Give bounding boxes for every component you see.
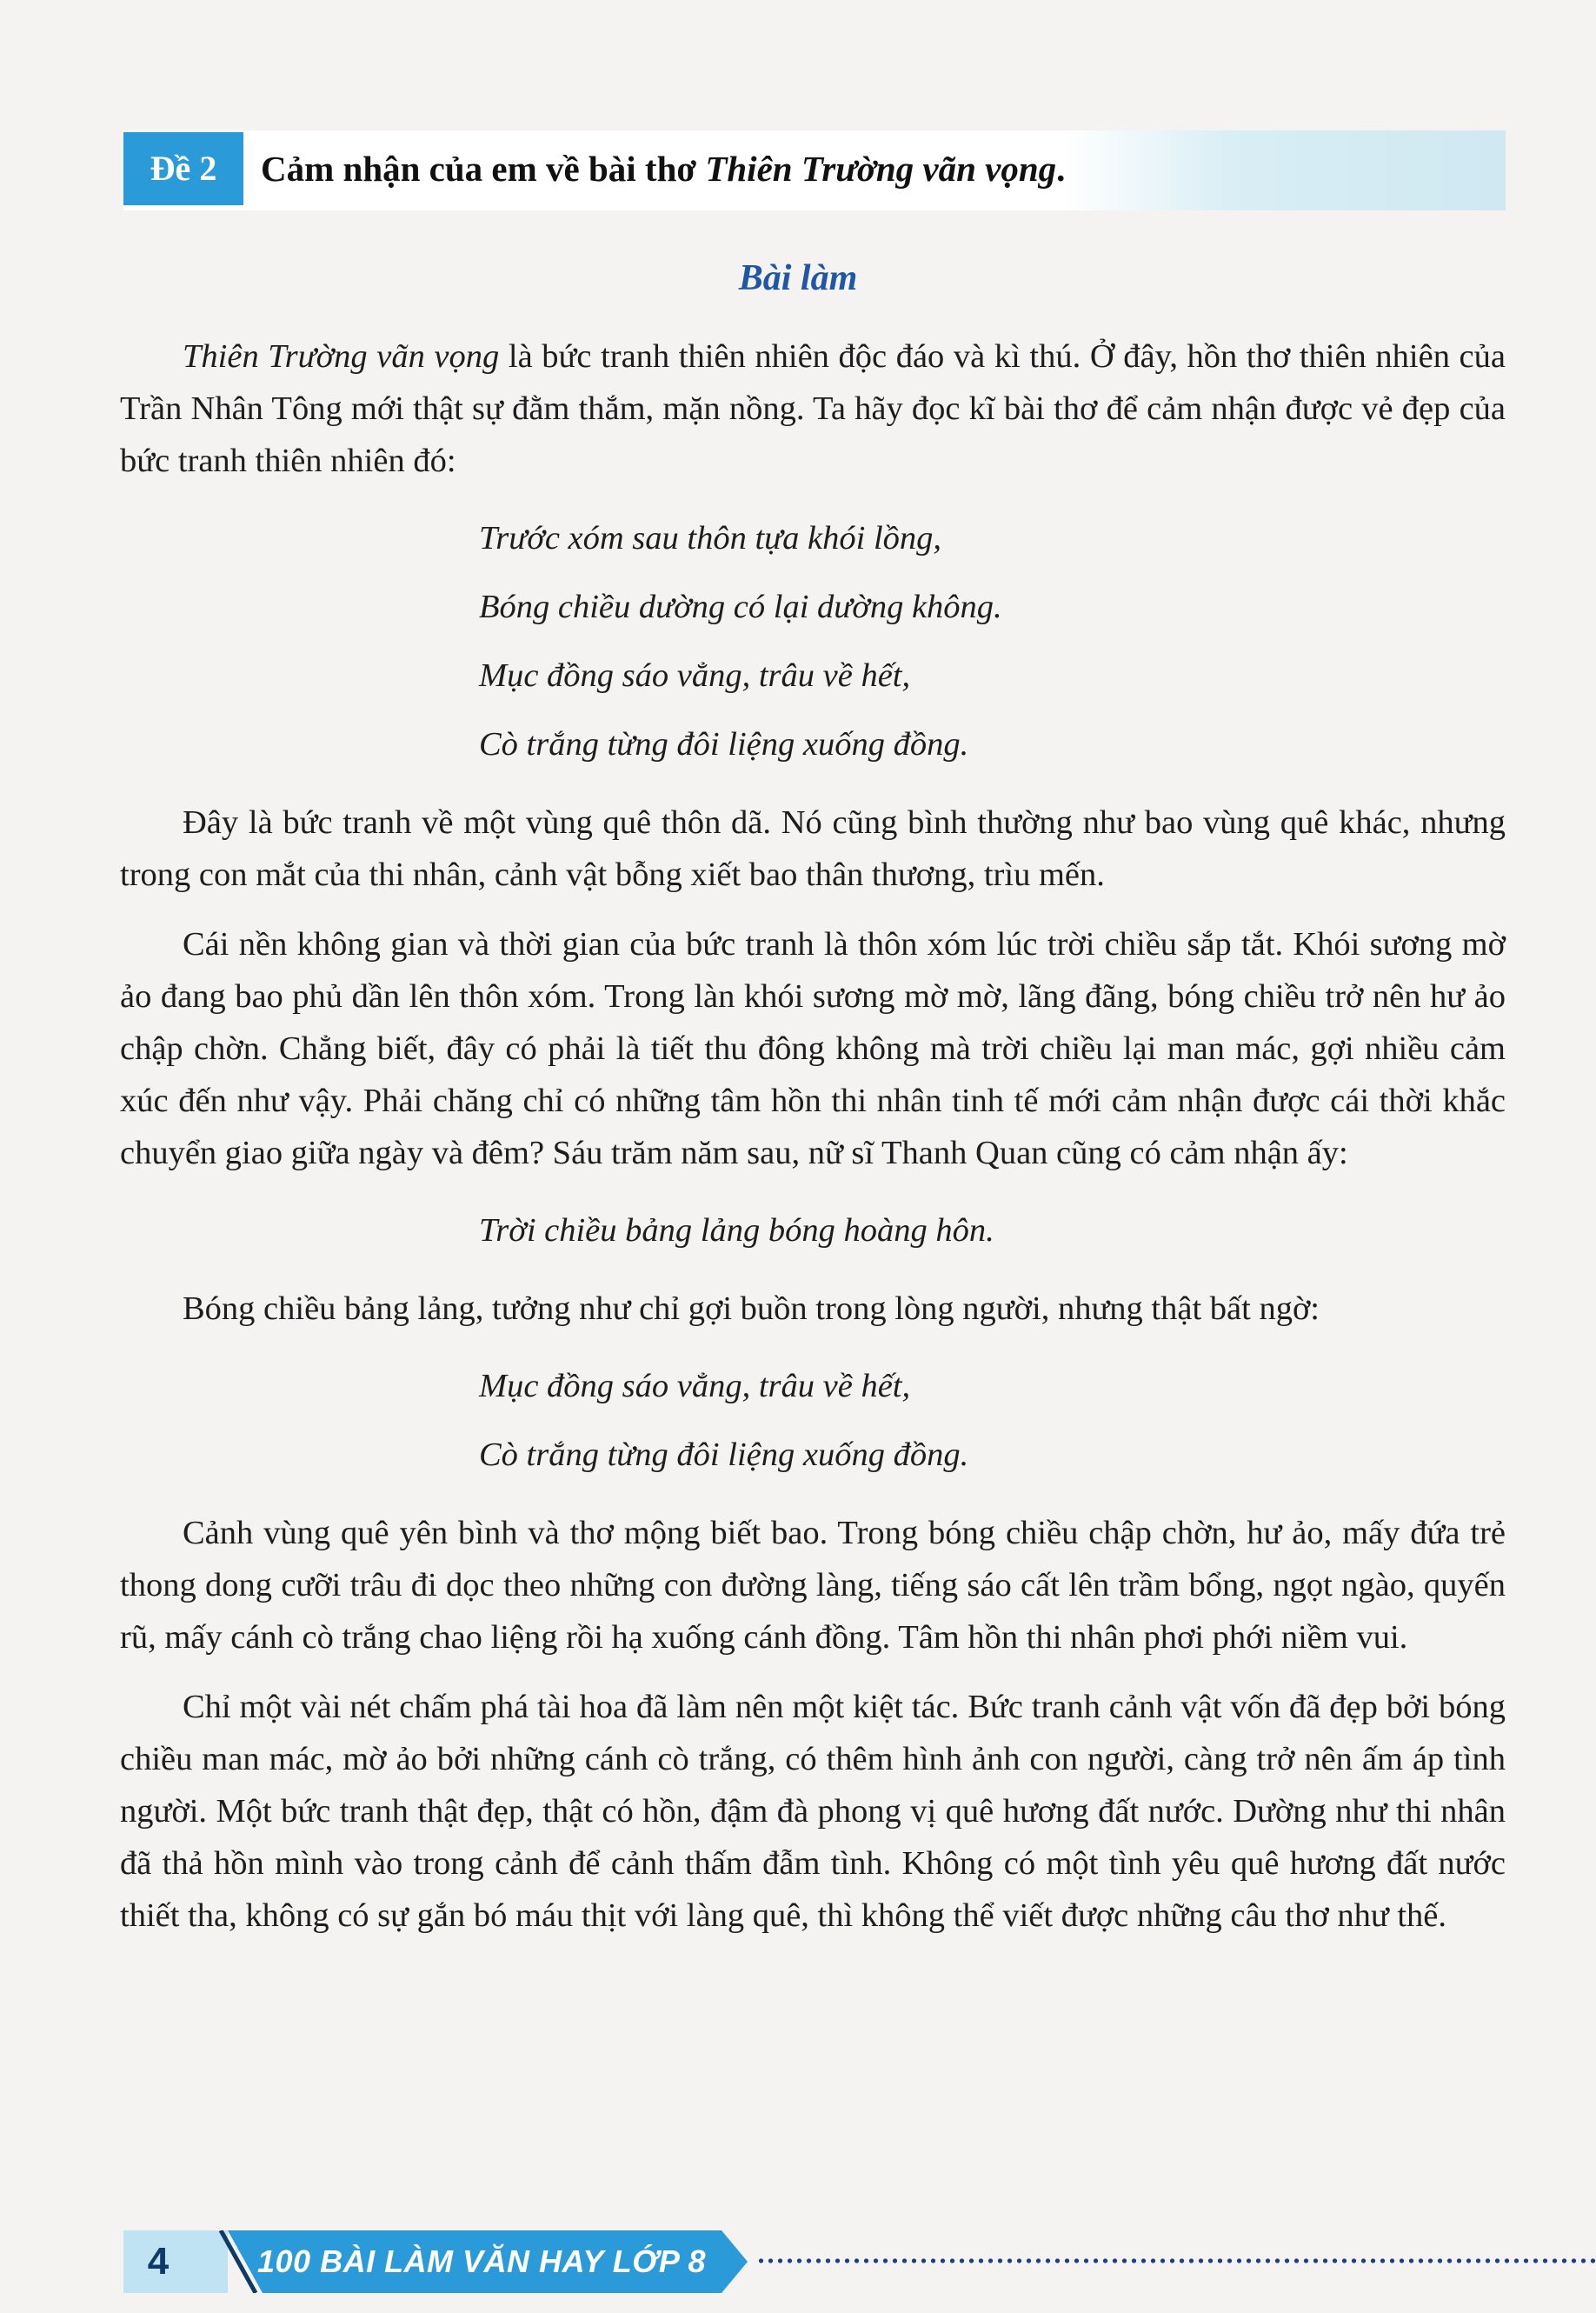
title-prefix: Cảm nhận của em về bài thơ	[261, 149, 706, 189]
intro-italic: Thiên Trường vãn vọng	[183, 338, 500, 375]
poem-line: Bóng chiều dường có lại dường không.	[479, 589, 1002, 625]
page-number: 4	[147, 2240, 170, 2283]
paragraph-2: Cái nền không gian và thời gian của bức tranh là thôn xóm lúc trời chiều sắp tắt. Khói sương mờ ảo đang bao phủ dần lên thôn xóm. Trong làn khói sương mờ mờ, lãng đãng, bóng chiều trở nên hư ảo chập chờn. Chẳng biết, đây có phải là tiết thu đông không mà trời chiều lại man mác, gợi nhiều cảm xúc đến như vậy. Phải chăng chỉ có những tâm hồn thi nhân tinh tế mới cảm nhận được cái thời khắc chuyển giao giữa ngày và đêm? Sáu trăm năm sau, nữ sĩ Thanh Quan cũng có cảm nhận ấy:	[120, 926, 1506, 1171]
poem-line: Mục đồng sáo vẳng, trâu về hết,	[479, 657, 911, 694]
dotted-rule	[756, 2256, 1596, 2265]
exercise-label: Đề 2	[123, 132, 243, 205]
quote-line: Trời chiều bảng lảng bóng hoàng hôn.	[479, 1212, 994, 1249]
quote-1	[120, 1196, 1506, 1265]
intro-rest: là bức tranh thiên nhiên độc đáo và kì thú. Ở đây, hồn thơ thiên nhiên của Trần Nhân Tông mới thật sự đằm thắm, mặn nồng. Ta hãy đọc kĩ bài thơ để cảm nhận được vẻ đẹp của bức tranh thiên nhiên đó:	[120, 338, 1506, 479]
title-suffix: .	[1056, 149, 1066, 189]
paragraph-3: Bóng chiều bảng lảng, tưởng như chỉ gợi buồn trong lòng người, nhưng thật bất ngờ:	[183, 1290, 1320, 1327]
title-italic: Thiên Trường vãn vọng	[705, 149, 1057, 189]
essay-body	[120, 330, 1506, 1959]
poem-line: Trước xóm sau thôn tựa khói lồng,	[479, 520, 942, 557]
quote-line: Mục đồng sáo vẳng, trâu về hết,	[479, 1368, 911, 1404]
quote-line: Cò trắng từng đôi liệng xuống đồng.	[479, 1436, 969, 1473]
section-heading: Bài làm	[738, 258, 858, 298]
poem-line: Cò trắng từng đôi liệng xuống đồng.	[479, 726, 969, 763]
paragraph-4: Cảnh vùng quê yên bình và thơ mộng biết bao. Trong bóng chiều chập chờn, hư ảo, mấy đứa trẻ thong dong cưỡi trâu đi dọc theo những con đường làng, tiếng sáo cất lên trầm bổng, ngọt ngào, quyến rũ, mấy cánh cò trắng chao liệng rồi hạ xuống cánh đồng. Tâm hồn thi nhân phơi phới niềm vui.	[120, 1515, 1506, 1656]
quote-2	[120, 1352, 1506, 1490]
book-title: 100 BÀI LÀM VĂN HAY LỚP 8	[257, 2243, 707, 2279]
paragraph-1: Đây là bức tranh về một vùng quê thôn dã. Nó cũng bình thường như bao vùng quê khác, nhưng trong con mắt của thi nhân, cảnh vật bỗng xiết bao thân thương, trìu mến.	[120, 804, 1506, 893]
exercise-title	[261, 132, 1065, 205]
paragraph-5: Chỉ một vài nét chấm phá tài hoa đã làm nên một kiệt tác. Bức tranh cảnh vật vốn đã đẹp bởi bóng chiều man mác, mờ ảo bởi những cánh cò trắng, có thêm hình ảnh con người, càng trở nên ấm áp tình người. Một bức tranh thật đẹp, thật có hồn, đậm đà phong vị quê hương đất nước. Dường như thi nhân đã thả hồn mình vào trong cảnh để cảnh thấm đẫm tình. Không có một tình yêu quê hương đất nước thiết tha, không có sự gắn bó máu thịt với làng quê, thì không thể viết được những câu thơ như thế.	[120, 1689, 1506, 1934]
intro-paragraph	[120, 330, 1506, 487]
poem	[120, 504, 1506, 779]
